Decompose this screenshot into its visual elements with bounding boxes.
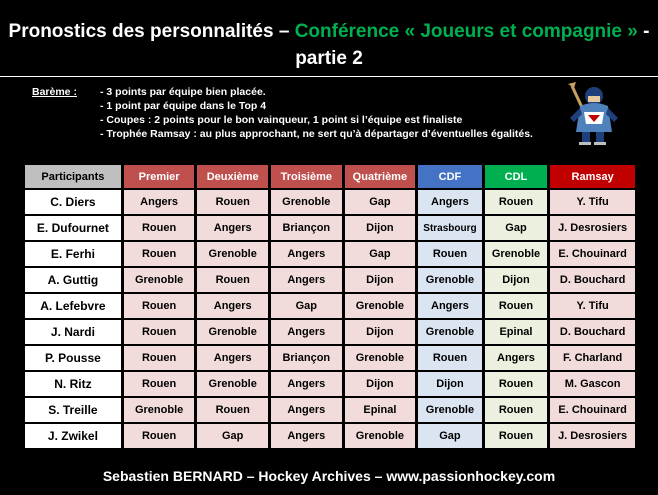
troisieme-cell: Briançon [271,216,342,240]
table-row [25,294,635,318]
participant-cell: J. Zwikel [25,424,121,448]
ramsay-cell: J. Desrosiers [550,424,635,448]
troisieme-cell: Angers [271,320,342,344]
ramsay-cell: E. Chouinard [550,242,635,266]
deuxieme-cell: Angers [197,294,268,318]
cdf-cell: Rouen [418,242,482,266]
deuxieme-cell: Gap [197,424,268,448]
table-row [25,424,635,448]
ramsay-cell: Y. Tifu [550,190,635,214]
participant-cell: N. Ritz [25,372,121,396]
participant-cell: P. Pousse [25,346,121,370]
deuxieme-cell: Rouen [197,190,268,214]
page-title [0,18,658,72]
cdf-cell: Angers [418,294,482,318]
ramsay-cell: Y. Tifu [550,294,635,318]
quatrieme-cell: Grenoble [345,294,416,318]
deuxieme-cell: Grenoble [197,320,268,344]
quatrieme-cell: Dijon [345,320,416,344]
quatrieme-cell: Grenoble [345,346,416,370]
title-divider [0,76,658,77]
ramsay-cell: E. Chouinard [550,398,635,422]
premier-cell: Rouen [124,372,195,396]
troisieme-cell: Angers [271,424,342,448]
deuxieme-cell: Grenoble [197,372,268,396]
premier-cell: Angers [124,190,195,214]
table-row [25,372,635,396]
scoring-rule: - 1 point par équipe dans le Top 4 [100,100,267,112]
cdf-cell: Dijon [418,372,482,396]
header-cdl: CDL [485,165,548,188]
cdf-cell: Strasbourg [418,216,482,240]
table-row [25,242,635,266]
troisieme-cell: Angers [271,242,342,266]
table-row [25,398,635,422]
cdf-cell: Grenoble [418,320,482,344]
participant-cell: E. Ferhi [25,242,121,266]
predictions-table [22,163,638,455]
table-header-row [25,165,635,188]
troisieme-cell: Grenoble [271,190,342,214]
header-deuxieme: Deuxième [197,165,268,188]
deuxieme-cell: Angers [197,346,268,370]
cdl-cell: Grenoble [485,242,548,266]
quatrieme-cell: Dijon [345,372,416,396]
title-prefix: Pronostics des personnalités – [8,21,295,42]
troisieme-cell: Angers [271,372,342,396]
deuxieme-cell: Rouen [197,398,268,422]
premier-cell: Rouen [124,242,195,266]
scoring-rules-lines [100,85,533,141]
quatrieme-cell: Epinal [345,398,416,422]
premier-cell: Rouen [124,424,195,448]
ramsay-cell: D. Bouchard [550,268,635,292]
participant-cell: C. Diers [25,190,121,214]
table-row [25,346,635,370]
cdl-cell: Angers [485,346,548,370]
cdl-cell: Epinal [485,320,548,344]
deuxieme-cell: Rouen [197,268,268,292]
premier-cell: Grenoble [124,398,195,422]
title-line-2: partie 2 [295,48,363,69]
premier-cell: Grenoble [124,268,195,292]
troisieme-cell: Gap [271,294,342,318]
ramsay-cell: J. Desrosiers [550,216,635,240]
participant-cell: J. Nardi [25,320,121,344]
premier-cell: Rouen [124,216,195,240]
header-participants: Participants [25,165,121,188]
cdl-cell: Rouen [485,190,548,214]
table-row [25,190,635,214]
scoring-rules-label: Barème : [32,86,77,98]
deuxieme-cell: Angers [197,216,268,240]
header-troisieme: Troisième [271,165,342,188]
troisieme-cell: Angers [271,268,342,292]
title-conference: Conférence « Joueurs et compagnie » [294,21,638,42]
participant-cell: E. Dufournet [25,216,121,240]
quatrieme-cell: Gap [345,242,416,266]
participant-cell: A. Guttig [25,268,121,292]
premier-cell: Rouen [124,320,195,344]
cdf-cell: Gap [418,424,482,448]
title-line-1 [0,18,658,45]
cdl-cell: Rouen [485,372,548,396]
title-suffix: - [637,21,650,42]
scoring-rule: - Coupes : 2 points pour le bon vainqueur, 1 point si l’équipe est finaliste [100,114,463,126]
cdf-cell: Angers [418,190,482,214]
cdf-cell: Grenoble [418,268,482,292]
deuxieme-cell: Grenoble [197,242,268,266]
participant-cell: A. Lefebvre [25,294,121,318]
header-cdf: CDF [418,165,482,188]
cdf-cell: Grenoble [418,398,482,422]
table-row [25,320,635,344]
premier-cell: Rouen [124,346,195,370]
cdl-cell: Rouen [485,424,548,448]
table-row [25,216,635,240]
troisieme-cell: Briançon [271,346,342,370]
cdl-cell: Rouen [485,294,548,318]
hockey-player-mascot-icon [566,82,620,146]
ramsay-cell: D. Bouchard [550,320,635,344]
header-quatrieme: Quatrième [345,165,416,188]
cdl-cell: Dijon [485,268,548,292]
table-row [25,268,635,292]
participant-cell: S. Treille [25,398,121,422]
cdl-cell: Rouen [485,398,548,422]
header-ramsay: Ramsay [550,165,635,188]
premier-cell: Rouen [124,294,195,318]
ramsay-cell: F. Charland [550,346,635,370]
scoring-rule: - Trophée Ramsay : au plus approchant, ne sert qu’à départager d’éventuelles égalités. [100,128,533,140]
quatrieme-cell: Dijon [345,216,416,240]
quatrieme-cell: Gap [345,190,416,214]
cdl-cell: Gap [485,216,548,240]
scoring-rule: - 3 points par équipe bien placée. [100,86,266,98]
quatrieme-cell: Dijon [345,268,416,292]
ramsay-cell: M. Gascon [550,372,635,396]
header-premier: Premier [124,165,195,188]
quatrieme-cell: Grenoble [345,424,416,448]
footer-credits: Sebastien BERNARD – Hockey Archives – www.passionhockey.com [102,468,556,484]
cdf-cell: Rouen [418,346,482,370]
troisieme-cell: Angers [271,398,342,422]
